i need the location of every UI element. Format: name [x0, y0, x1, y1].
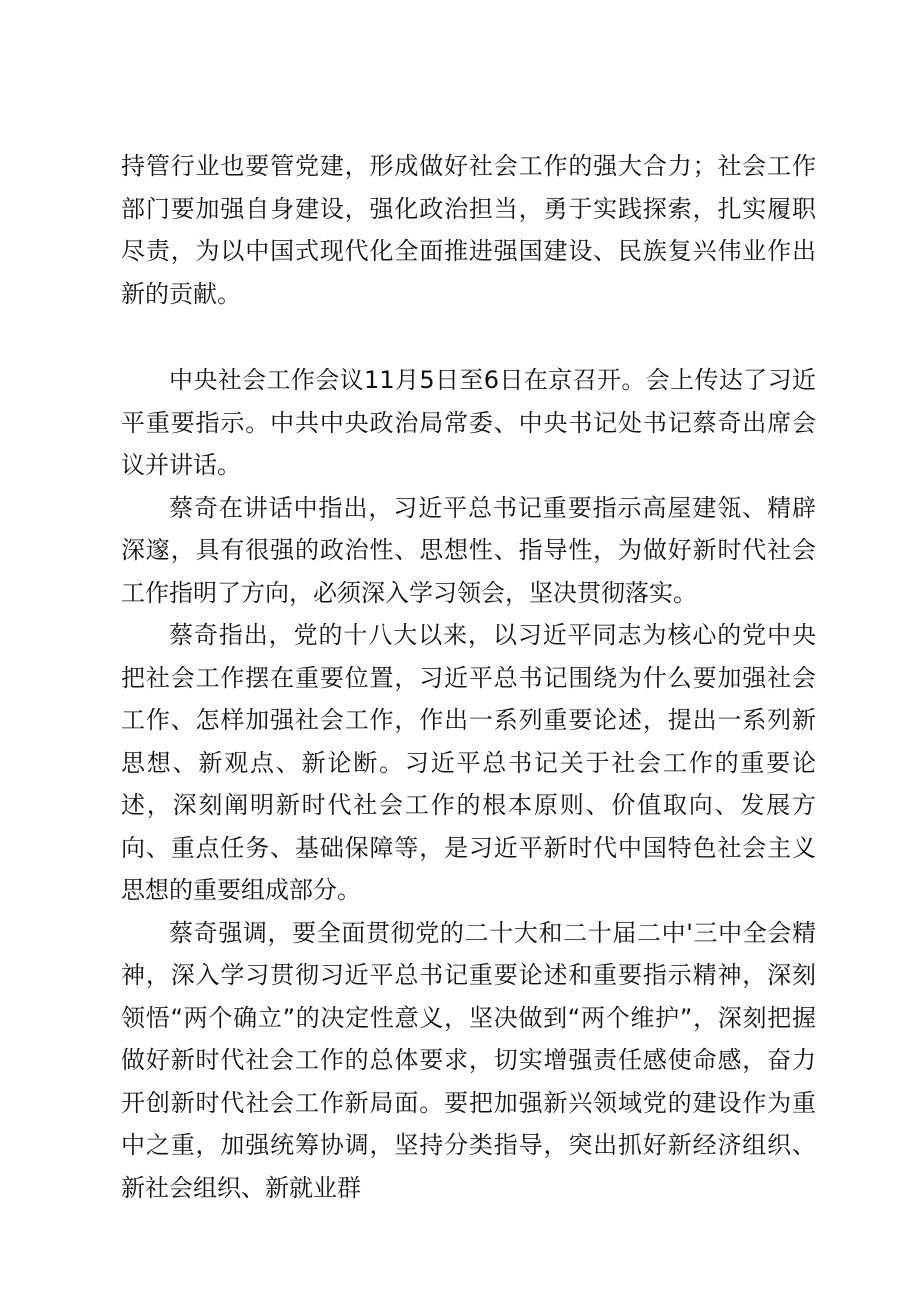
paragraph-since-18th-congress: 蔡奇指出，党的十八大以来，以习近平同志为核心的党中央把社会工作摆在重要位置，习近平总书记围绕为什么要加强社会工作、怎样加强社会工作，作出一系列重要论述，提出一系列新思想、新观点、新论断。习近平总书记关于社会工作的重要论述，深刻阐明新时代社会工作的根本原则、价值取向、发展方向、重点任务、基础保障等，是习近平新时代中国特色社会主义思想的重要组成部分。 [121, 621, 816, 904]
paragraph-speech-point: 蔡奇在讲话中指出，习近平总书记重要指示高屋建瓴、精辟深邃，具有很强的政治性、思想性、指导性，为做好新时代社会工作指明了方向，必须深入学习领会，坚决贯彻落实。 [121, 493, 816, 607]
document-body [121, 145, 816, 1209]
paragraph-continuation: 持管行业也要管党建，形成做好社会工作的强大合力；社会工作部门要加强自身建设，强化政治担当，勇于实践探索，扎实履职尽责，为以中国式现代化全面推进强国建设、民族复兴伟业作出新的贡献。 [121, 152, 816, 308]
paragraph-emphasis: 蔡奇强调，要全面贯彻党的二十大和二十届二中'三中全会精神，深入学习贯彻习近平总书记重要论述和重要指示精神，深刻领悟“两个确立”的决定性意义，坚决做到“两个维护”，深刻把握做好新时代社会工作的总体要求，切实增强责任感使命感，奋力开创新时代社会工作新局面。要把加强新兴领域党的建设作为重中之重，加强统筹协调，坚持分类指导，突出抓好新经济组织、新社会组织、新就业群 [121, 918, 816, 1202]
paragraph-meeting-intro: 中央社会工作会议11月5日至6日在京召开。会上传达了习近平重要指示。中共中央政治局常委、中央书记处书记蔡奇出席会议并讲话。 [121, 366, 816, 479]
